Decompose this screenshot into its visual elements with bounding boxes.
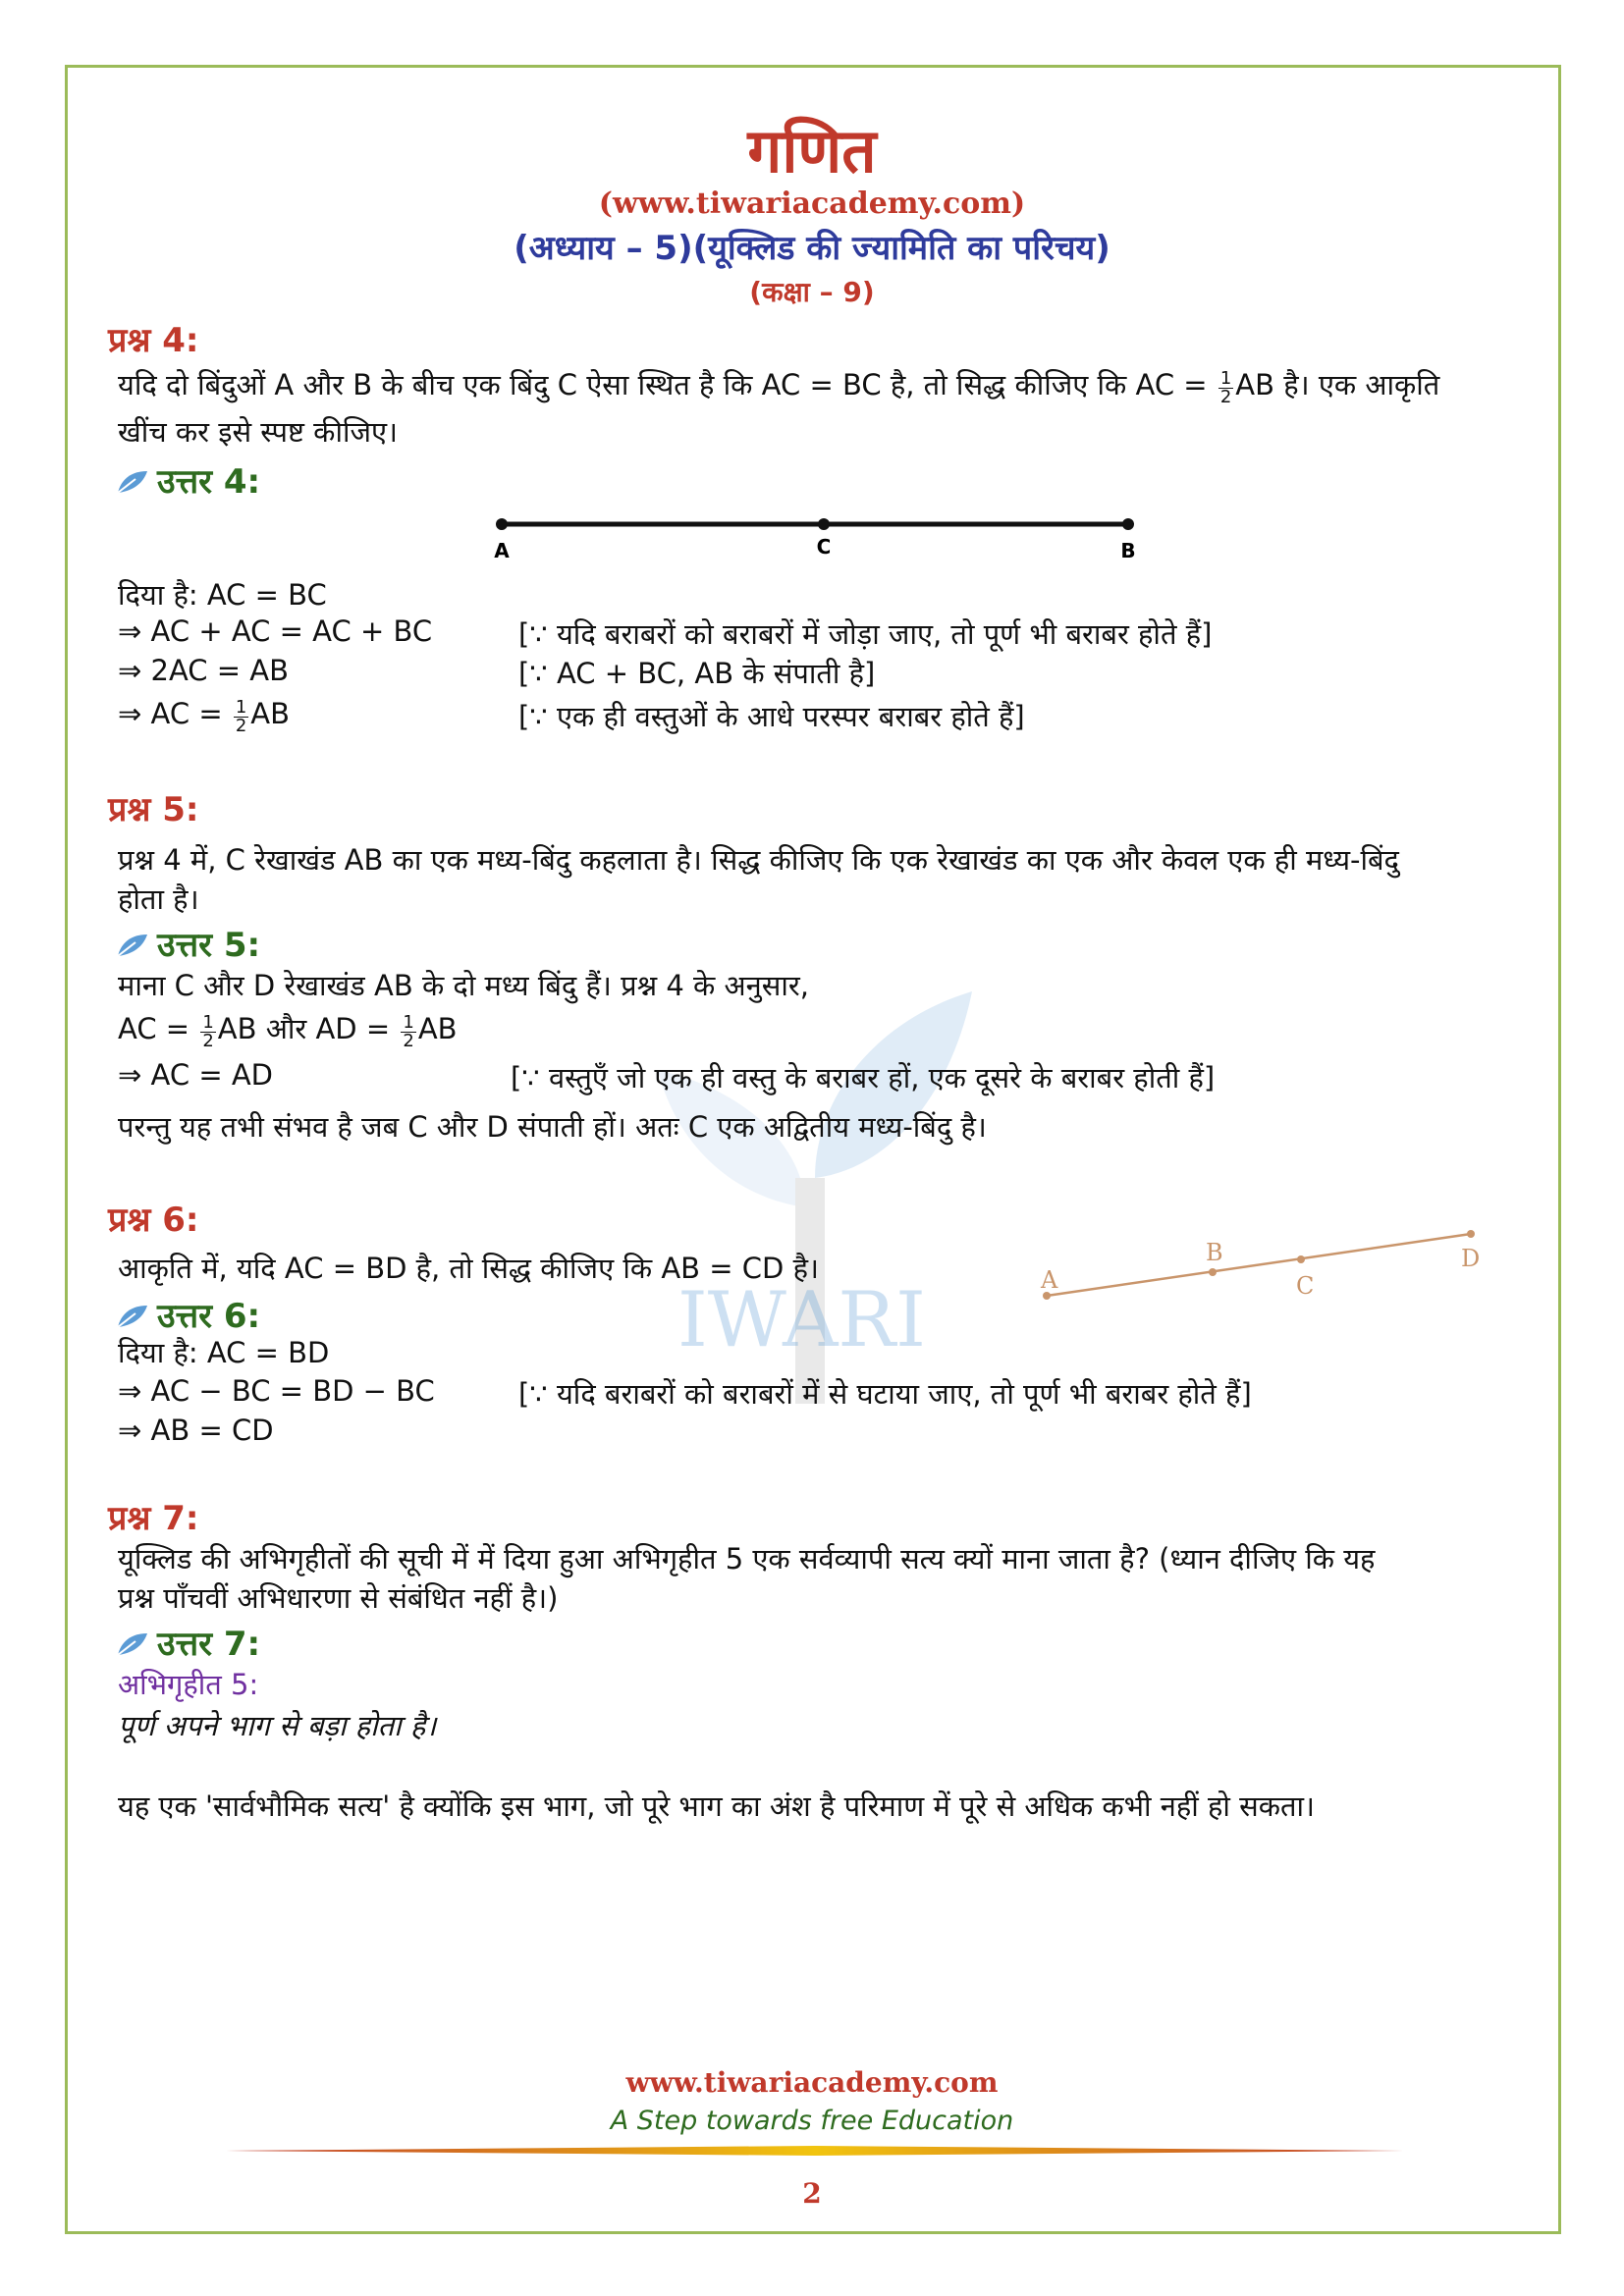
answer-6-step1: ⇒ AC − BC = BD − BC <box>118 1374 435 1408</box>
answer-4-step3: ⇒ AC = $\frac{1}{2}$ AB <box>118 697 291 737</box>
answer-5-line2: AC = $\frac{1}{2}$ AB और AD = $\frac{1}{2}$ AB <box>118 1012 458 1052</box>
axiom-label: अभिगृहीत 5: <box>118 1668 259 1701</box>
answer-5-reason: [∵ वस्तुएँ जो एक ही वस्तु के बराबर हों, एक दूसरे के बराबर होती हैं] <box>511 1061 1216 1095</box>
point-b <box>1209 1268 1217 1276</box>
label-b: B <box>1120 539 1136 562</box>
question-7-heading: प्रश्न 7: <box>108 1499 199 1538</box>
fraction-half: $\frac{1}{2}$ <box>403 1012 414 1052</box>
answer-6-heading: उत्तर 6: <box>116 1292 260 1337</box>
figure-line-abcd <box>1021 1217 1492 1315</box>
leaf-icon <box>116 1631 149 1657</box>
answer-7-heading: उत्तर 7: <box>116 1620 260 1665</box>
answer-6-step2: ⇒ AB = CD <box>118 1414 274 1447</box>
label-a: A <box>494 539 510 562</box>
answer-4-step2: ⇒ 2AC = AB <box>118 654 290 687</box>
answer-6-given: दिया है: AC = BD <box>118 1336 330 1369</box>
question-6-heading: प्रश्न 6: <box>108 1201 199 1240</box>
footer-divider <box>226 2146 1404 2156</box>
answer-5-line3: ⇒ AC = AD <box>118 1058 273 1092</box>
fraction-half: $\frac{1}{2}$ <box>202 1012 214 1052</box>
answer-5-line1: माना C और D रेखाखंड AB के दो मध्य बिंदु हैं। प्रश्न 4 के अनुसार, <box>118 969 809 1002</box>
label-d: D <box>1461 1245 1481 1272</box>
question-7-text: यूक्लिड की अभिगृहीतों की सूची में में दिया हुआ अभिगृहीत 5 एक सर्वव्यापी सत्य क्यों माना जाता है? (ध्यान दीजिए कि यह <box>118 1542 1376 1575</box>
fraction-half: $\frac{1}{2}$ <box>1219 368 1232 408</box>
label-b: B <box>1206 1239 1223 1266</box>
fraction-half: $\frac{1}{2}$ <box>235 697 247 737</box>
answer-5-heading: उत्तर 5: <box>116 921 260 966</box>
question-5-text: प्रश्न 4 में, C रेखाखंड AB का एक मध्य-बिंदु कहलाता है। सिद्ध कीजिए कि एक रेखाखंड का एक और केवल एक ही मध्य-बिंदु <box>118 843 1399 877</box>
answer-4-reason1: [∵ यदि बराबरों को बराबरों में जोड़ा जाए, तो पूर्ण भी बराबर होते हैं] <box>518 617 1213 651</box>
leaf-icon <box>116 1304 149 1329</box>
answer-6-reason1: [∵ यदि बराबरों को बराबरों में से घटाया जाए, तो पूर्ण भी बराबर होते हैं] <box>518 1377 1252 1411</box>
answer-4-reason2: [∵ AC + BC, AB के संपाती है] <box>518 657 876 690</box>
footer-site-link[interactable]: www.tiwariacademy.com <box>625 2066 999 2099</box>
question-5-heading: प्रश्न 5: <box>108 790 199 829</box>
footer-tagline: A Step towards free Education <box>610 2106 1014 2136</box>
question-4-text-line2: खींच कर इसे स्पष्ट कीजिए। <box>118 415 399 449</box>
label-c: C <box>816 535 832 559</box>
point-b <box>1122 518 1134 530</box>
class-label: (कक्षा – 9) <box>749 276 875 308</box>
answer-4-given: दिया है: AC = BC <box>118 578 327 612</box>
axiom-text: पूर्ण अपने भाग से बड़ा होता है। <box>118 1709 437 1742</box>
question-7-text-line2: प्रश्न पाँचवीं अभिधारणा से संबंधित नहीं है।) <box>118 1581 559 1615</box>
answer-4-reason3: [∵ एक ही वस्तुओं के आधे परस्पर बराबर होते हैं] <box>518 700 1025 733</box>
site-link[interactable]: (www.tiwariacademy.com) <box>598 187 1026 221</box>
leaf-icon <box>116 469 149 495</box>
point-a <box>496 518 508 530</box>
question-4-text: यदि दो बिंदुओं A और B के बीच एक बिंदु C ऐसा स्थित है कि AC = BC है, तो सिद्ध कीजिए कि AC = $\frac{1}{2}$ AB है। एक आकृति <box>118 368 1440 408</box>
label-c: C <box>1296 1272 1315 1300</box>
question-5-text-line2: होता है। <box>118 882 199 916</box>
question-6-text: आकृति में, यदि AC = BD है, तो सिद्ध कीजिए कि AB = CD है। <box>118 1252 819 1285</box>
point-d <box>1467 1230 1475 1238</box>
chapter-title: (अध्याय – 5)(यूक्लिड की ज्यामिति का परिचय) <box>514 229 1110 268</box>
page-number: 2 <box>802 2177 822 2210</box>
leaf-icon <box>116 933 149 958</box>
answer-4-step1: ⇒ AC + AC = AC + BC <box>118 614 433 648</box>
page-title: गणित <box>747 115 877 187</box>
answer-4-heading: उत्तर 4: <box>116 457 260 503</box>
point-c <box>818 518 830 530</box>
point-c <box>1297 1255 1305 1263</box>
label-a: A <box>1041 1266 1058 1294</box>
figure-line-segment-ab <box>486 508 1154 567</box>
question-4-heading: प्रश्न 4: <box>108 321 199 360</box>
watermark-text: IWARI <box>677 1276 926 1364</box>
answer-7-conclusion: यह एक 'सार्वभौमिक सत्य' है क्योंकि इस भाग, जो पूरे भाग का अंश है परिमाण में पूरे से अधिक कभी नहीं हो सकता। <box>118 1789 1316 1823</box>
answer-5-conclusion: परन्तु यह तभी संभव है जब C और D संपाती हों। अतः C एक अद्वितीय मध्य-बिंदु है। <box>118 1110 987 1144</box>
